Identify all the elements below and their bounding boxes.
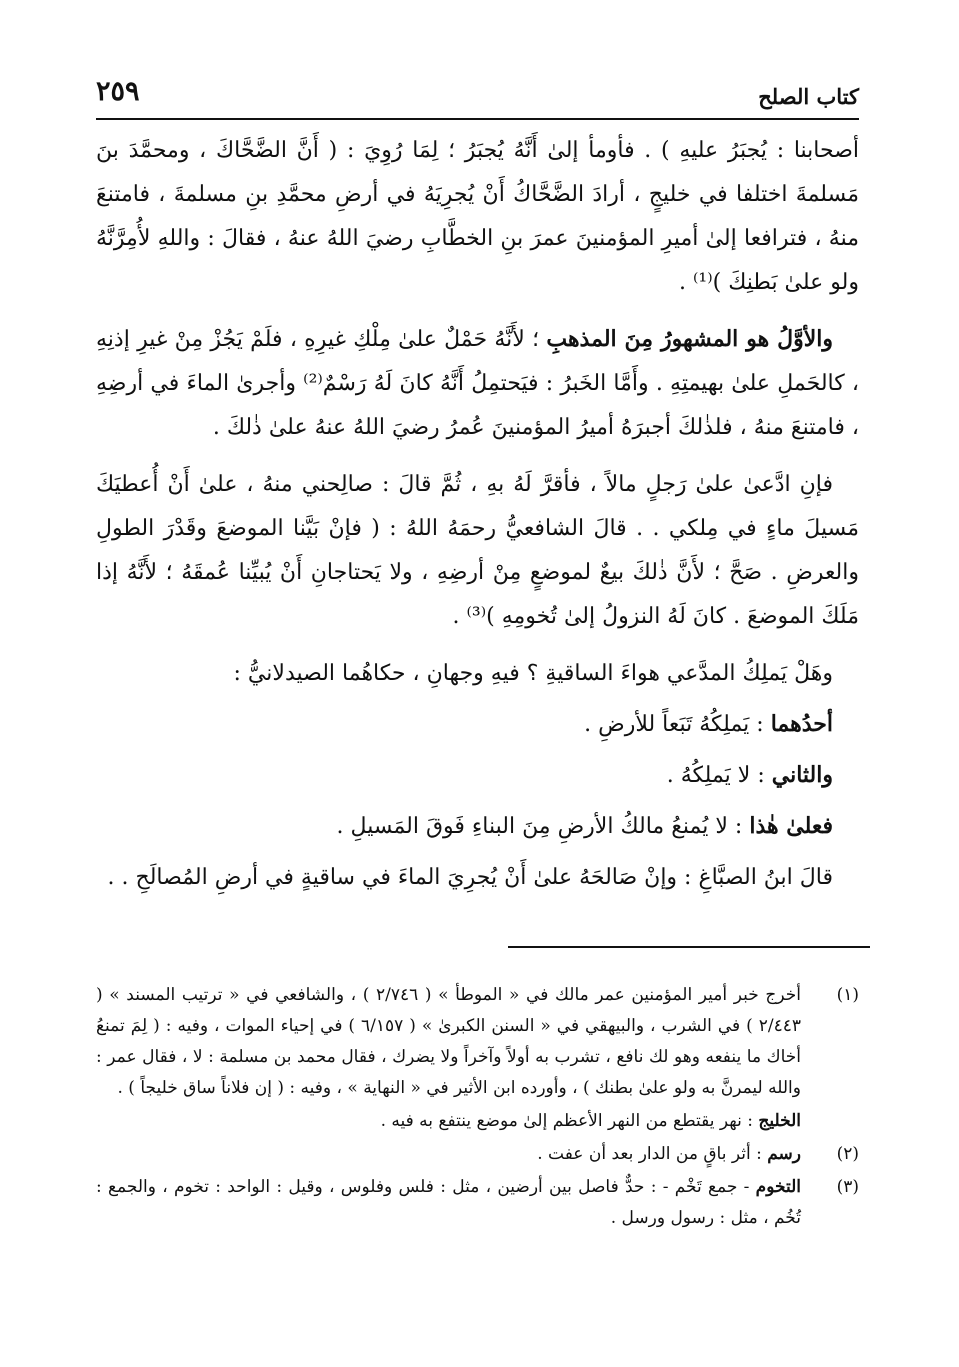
footnote-number: (١) — [836, 985, 859, 1005]
footnote-separator — [508, 946, 870, 948]
footnote-text: أخرج خبر أمير المؤمنين عمر مالك في « الموطأ » ( ٢/٧٤٦ ) ، والشافعي في « ترتيب المسند » ( ٢/٤٤٣ ) في الشرب ، والبيهقي في « السنن الكبرىٰ » ( ٦/١٥٧ ) في إحياء الموات ، وفيه : ( لِمَ تمنعُ أخاك ما ينفعه وهو لك نافع ، تشرب به أولاً وآخراً ولا يضرك ، فقال محمد بن مسلمة : لا ، فقال عمر : والله ليمرنَّ به ولو علىٰ بطنك ) ، وأورده ابن الأثير في « النهاية » ، وفيه : ( إن فلاناً ساق خليجاً ) . — [96, 985, 802, 1098]
paragraph: والأوَّلُ هو المشهورُ مِنَ المذهبِ ؛ لأَنَّهُ حَمْلٌ علىٰ مِلْكِ غيرِهِ ، فلَمْ يَجُزْ مِنْ غيرِ إذنِهِ ، كالحَملِ علىٰ بهيمتِهِ . وأَمَّا الخَبرُ : فيَحتمِلُ أَنَّهُ كانَ لَهُ رَسْمٌ⁽²⁾ وأجرىٰ الماءَ في أرضِهِ ، فامتنعَ منهُ ، فلذٰلكَ أجبرَهُ أميرُ المؤمنينَ عُمرُ رضيَ اللهُ عنهُ علىٰ ذٰلكَ . — [96, 326, 860, 440]
page-header — [96, 78, 859, 120]
gloss-text: : نهر يقتطع من النهر الأعظم إلىٰ موضع ينتفع به فيه . — [380, 1111, 759, 1131]
footnote — [96, 980, 859, 1104]
footnote — [96, 1139, 859, 1170]
footnote-text: - جمع تَخْم - : حدٌّ فاصل بين أرضين ، مثل : فلس وفلوس ، وقيل : الواحد : تخوم ، والجمع : تُخُم ، مثل : رسول ورسل . — [96, 1177, 801, 1228]
footnotes — [96, 980, 859, 1236]
footnote-gloss — [96, 1106, 859, 1137]
footnote-text: : أثر باقٍ من الدار بعد أن عفت . — [537, 1144, 768, 1164]
book-title: كتاب الصلح — [758, 84, 859, 109]
paragraph-lead: أحدُهما — [770, 711, 833, 737]
gloss-term: التخوم — [755, 1177, 801, 1197]
paragraph: فعلىٰ هٰذا : لا يُمنعُ مالكُ الأرضِ مِنَ البناءِ فَوقَ المَسيلِ . — [336, 813, 833, 839]
main-text — [96, 128, 859, 912]
paragraph-lead: والأوَّلُ هو المشهورُ مِنَ المذهبِ — [546, 326, 834, 352]
footnote-number: (٢) — [836, 1144, 859, 1164]
paragraph: فإنِ ادَّعىٰ علىٰ رَجلٍ مالاً ، فأقرَّ لَهُ بهِ ، ثُمَّ قالَ : صالِحني منهُ ، علىٰ أَنْ أُعطيَكَ مَسيلَ ماءٍ في مِلكي . . قالَ الشافعيُّ رحمَهُ اللهُ : ( فإنْ بَيَّنا الموضعَ وقَدْرَ الطولِ والعرضِ . صَحَّ ؛ لأَنَّ ذٰلكَ بيعٌ لموضعٍ مِنْ أرضِهِ ، ولا يَحتاجانِ أَنْ يُبيِّنا عُمقَهُ ؛ لأَنَّهُ إذا مَلَكَ الموضعَ . كانَ لَهُ النزولُ إلىٰ تُخومِهِ )⁽³⁾ . — [96, 472, 859, 629]
footnote — [96, 1172, 859, 1234]
paragraph-lead: والثاني — [771, 762, 833, 788]
paragraph: أحدُهما : يَملِكُهُ تَبَعاً للأرضِ . — [584, 711, 833, 737]
gloss-term: الخليج — [758, 1111, 801, 1131]
gloss-term: رسم — [767, 1144, 801, 1164]
page-number: ٢٥٩ — [96, 76, 140, 107]
paragraph: أصحابنا : يُجبَرُ عليهِ ) . فأومأ إلىٰ أَنَّهُ يُجبَرُ ؛ لِمَا رُوِيَ : ( أَنَّ الضَّحَّاكَ ، ومحمَّدَ بنَ مَسلمةَ اختلفا في خليجٍ ، أرادَ الضَّحَّاكُ أَنْ يُجرِيَهُ في أرضِ محمَّدِ بنِ مسلمةَ ، فامتنعَ منهُ ، فترافعا إلىٰ أميرِ المؤمنينَ عمرَ بنِ الخطَّابِ رضيَ اللهُ عنهُ ، فقالَ : واللهِ لأُمِرَّنَّهُ ولو علىٰ بَطنِكَ )⁽¹⁾ . — [96, 138, 859, 295]
paragraph: قالَ ابنُ الصبَّاغِ : وإنْ صَالحَهُ علىٰ أَنْ يُجرِيَ الماءَ في ساقيةٍ في أرضِ المُصالَحِ . . — [107, 865, 833, 890]
footnote-number: (٣) — [836, 1177, 859, 1197]
paragraph-lead: فعلىٰ هٰذا — [749, 813, 833, 839]
paragraph: والثاني : لا يَملِكُهُ . — [666, 762, 833, 788]
paragraph: وهَلْ يَملِكُ المدَّعي هواءَ الساقيةِ ؟ فيهِ وجهانِ ، حكاهُما الصيدلانيُّ : — [233, 661, 833, 686]
